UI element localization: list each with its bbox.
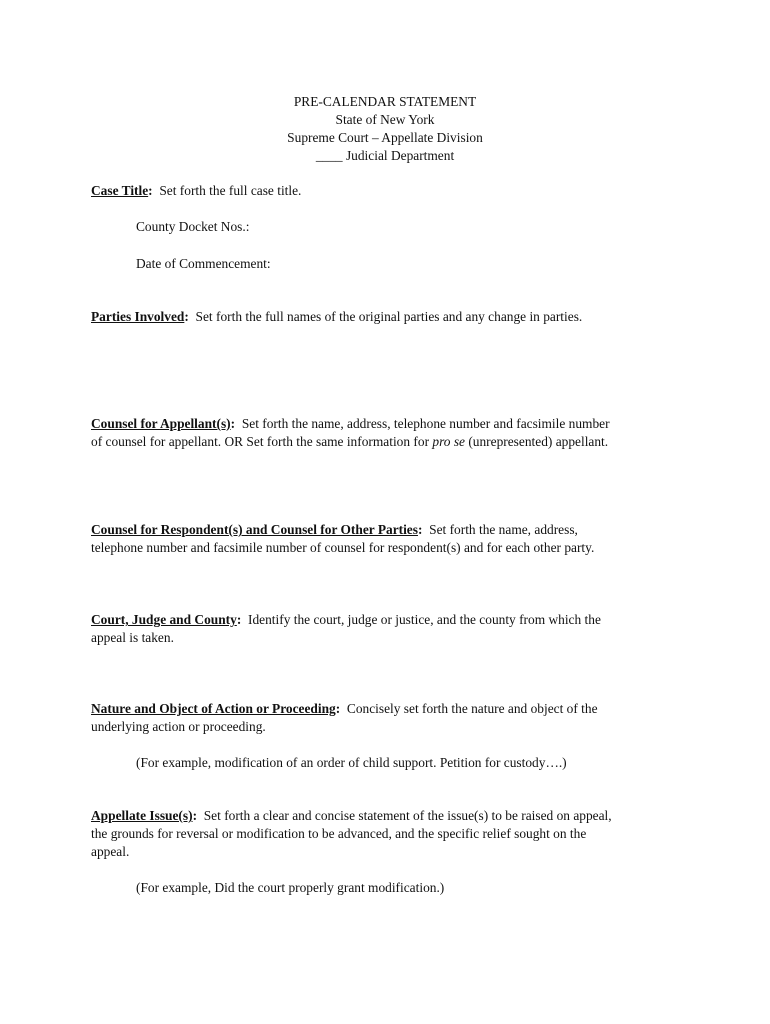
court-line: Supreme Court – Appellate Division: [287, 130, 483, 145]
state-line: State of New York: [335, 112, 435, 127]
document-header: [0, 93, 770, 165]
counsel-respondent-section: [91, 521, 691, 557]
county-docket-line: County Docket Nos.:: [136, 219, 250, 234]
parties-section: [91, 308, 691, 326]
issues-text-3: appeal.: [91, 844, 130, 859]
parties-label: Parties Involved: [91, 309, 185, 324]
case-title-colon: :: [148, 183, 153, 198]
department-line: ____ Judicial Department: [315, 148, 455, 163]
court-judge-label: Court, Judge and County: [91, 612, 237, 627]
date-commencement-line: Date of Commencement:: [136, 256, 271, 271]
nature-text-1: Concisely set forth the nature and object of the: [346, 701, 598, 716]
parties-text: Set forth the full names of the original parties and any change in parties.: [195, 309, 583, 324]
counsel-appellant-colon: :: [230, 416, 236, 431]
court-judge-section: [91, 611, 691, 647]
court-judge-text-2: appeal is taken.: [91, 630, 174, 645]
counsel-respondent-text-2: telephone number and facsimile number of counsel for respondent(s) and for each other party.: [91, 540, 595, 555]
counsel-appellant-label: Counsel for Appellant(s): [91, 416, 231, 431]
issues-section: [91, 807, 691, 861]
court-judge-text-1: Identify the court, judge or justice, and the county from which the: [248, 612, 601, 627]
case-title-text: Set forth the full case title.: [159, 183, 302, 198]
nature-colon: :: [335, 701, 341, 716]
issues-colon: :: [192, 808, 198, 823]
counsel-appellant-text-2a: of counsel for appellant. OR Set forth the same information for: [91, 434, 433, 449]
issues-label: Appellate Issue(s): [91, 808, 193, 823]
counsel-respondent-colon: :: [417, 522, 423, 537]
court-judge-colon: :: [236, 612, 242, 627]
counsel-appellant-text-1: Set forth the name, address, telephone number and facsimile number: [241, 416, 610, 431]
case-title-section: [91, 182, 691, 200]
nature-example: (For example, modification of an order of child support. Petition for custody….): [136, 755, 567, 770]
counsel-appellant-section: [91, 415, 691, 451]
issues-text-1: Set forth a clear and concise statement of the issue(s) to be raised on appeal,: [203, 808, 612, 823]
nature-section: [91, 700, 691, 736]
issues-text-2: the grounds for reversal or modification to be advanced, and the specific relief sought on the: [91, 826, 587, 841]
counsel-respondent-label: Counsel for Respondent(s) and Counsel for Other Parties: [91, 522, 418, 537]
counsel-appellant-text-2b: (unrepresented) appellant.: [464, 434, 609, 449]
nature-label: Nature and Object of Action or Proceeding: [91, 701, 336, 716]
issues-example: (For example, Did the court properly grant modification.): [136, 880, 445, 895]
document-title: PRE-CALENDAR STATEMENT: [293, 94, 477, 109]
nature-text-2: underlying action or proceeding.: [91, 719, 266, 734]
parties-colon: :: [184, 309, 189, 324]
pro-se-italic: pro se: [432, 434, 465, 449]
counsel-respondent-text-1: Set forth the name, address,: [429, 522, 578, 537]
case-title-label: Case Title: [91, 183, 149, 198]
